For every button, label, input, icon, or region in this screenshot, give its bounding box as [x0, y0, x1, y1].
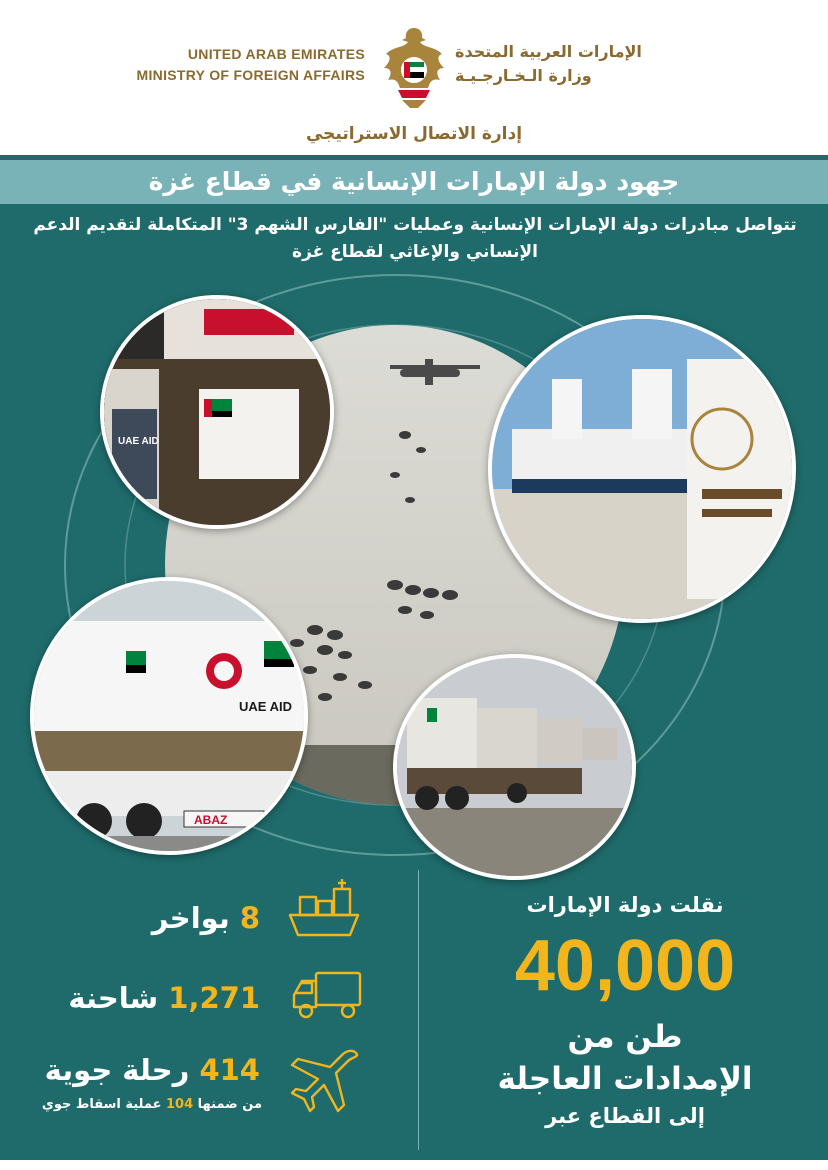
airdrop-number: 104 — [166, 1097, 194, 1112]
ship-icon — [286, 875, 362, 941]
summary-supplies: الإمدادات العاجلة — [497, 1061, 753, 1097]
ships-number: 8 — [239, 901, 260, 935]
trucks-number: 1,271 — [168, 981, 260, 1015]
uae-emblem-icon — [378, 24, 450, 110]
ministry-name-arabic-line: وزارة الـخـارجـيـة — [455, 66, 592, 85]
flights-label: رحلة جوية — [44, 1053, 190, 1087]
ships-label: بواخر — [151, 901, 230, 935]
flights-stat — [40, 1053, 260, 1087]
page-subtitle: تتواصل مبادرات دولة الإمارات الإنسانية وعمليات "الفارس الشهم 3" المتكاملة لتقديم الدعم الإنساني والإغاثي لقطاع غزة — [33, 215, 797, 262]
country-name-english: UNITED ARAB EMIRATES — [187, 46, 365, 62]
airdrop-suffix: عملية اسقاط جوي — [41, 1097, 162, 1112]
header — [0, 0, 828, 155]
airplane-icon — [286, 1047, 362, 1117]
truck-plate-label: ABAZ — [194, 813, 228, 827]
ministry-name-english-line: MINISTRY OF FOREIGN AFFAIRS — [136, 67, 365, 83]
cargo-aid-label: UAE AID — [118, 436, 159, 447]
infographic-panel — [0, 155, 828, 1160]
department-name: إدارة الاتصال الاستراتيجي — [305, 124, 523, 144]
airdrop-prefix: من ضمنها — [197, 1097, 262, 1112]
aid-trucks-photo — [30, 577, 308, 855]
trucks-label: شاحنة — [68, 981, 159, 1015]
aid-ship-photo — [488, 315, 796, 623]
stats-divider — [418, 870, 419, 1150]
summary-unit: طن من — [567, 1019, 683, 1055]
ministry-name-arabic — [455, 40, 705, 88]
summary-intro: نقلت دولة الإمارات — [526, 893, 724, 917]
truck-convoy-photo — [393, 654, 636, 880]
bottom-margin — [0, 1160, 828, 1170]
ships-stat — [150, 901, 260, 935]
summary-block — [440, 890, 810, 1132]
ministry-name-english — [120, 44, 365, 86]
page-title: جهود دولة الإمارات الإنسانية في قطاع غزة — [148, 167, 680, 196]
cargo-loading-photo — [100, 295, 334, 529]
airdrop-note — [40, 1097, 262, 1112]
flights-number: 414 — [199, 1053, 260, 1087]
trucks-stat — [68, 981, 260, 1015]
truck-aid-label: UAE AID — [239, 699, 292, 714]
summary-amount: 40,000 — [514, 926, 736, 1006]
truck-icon — [290, 967, 364, 1023]
country-name-arabic: الإمارات العربية المتحدة — [455, 42, 642, 61]
summary-destination: إلى القطاع عبر — [545, 1104, 705, 1128]
